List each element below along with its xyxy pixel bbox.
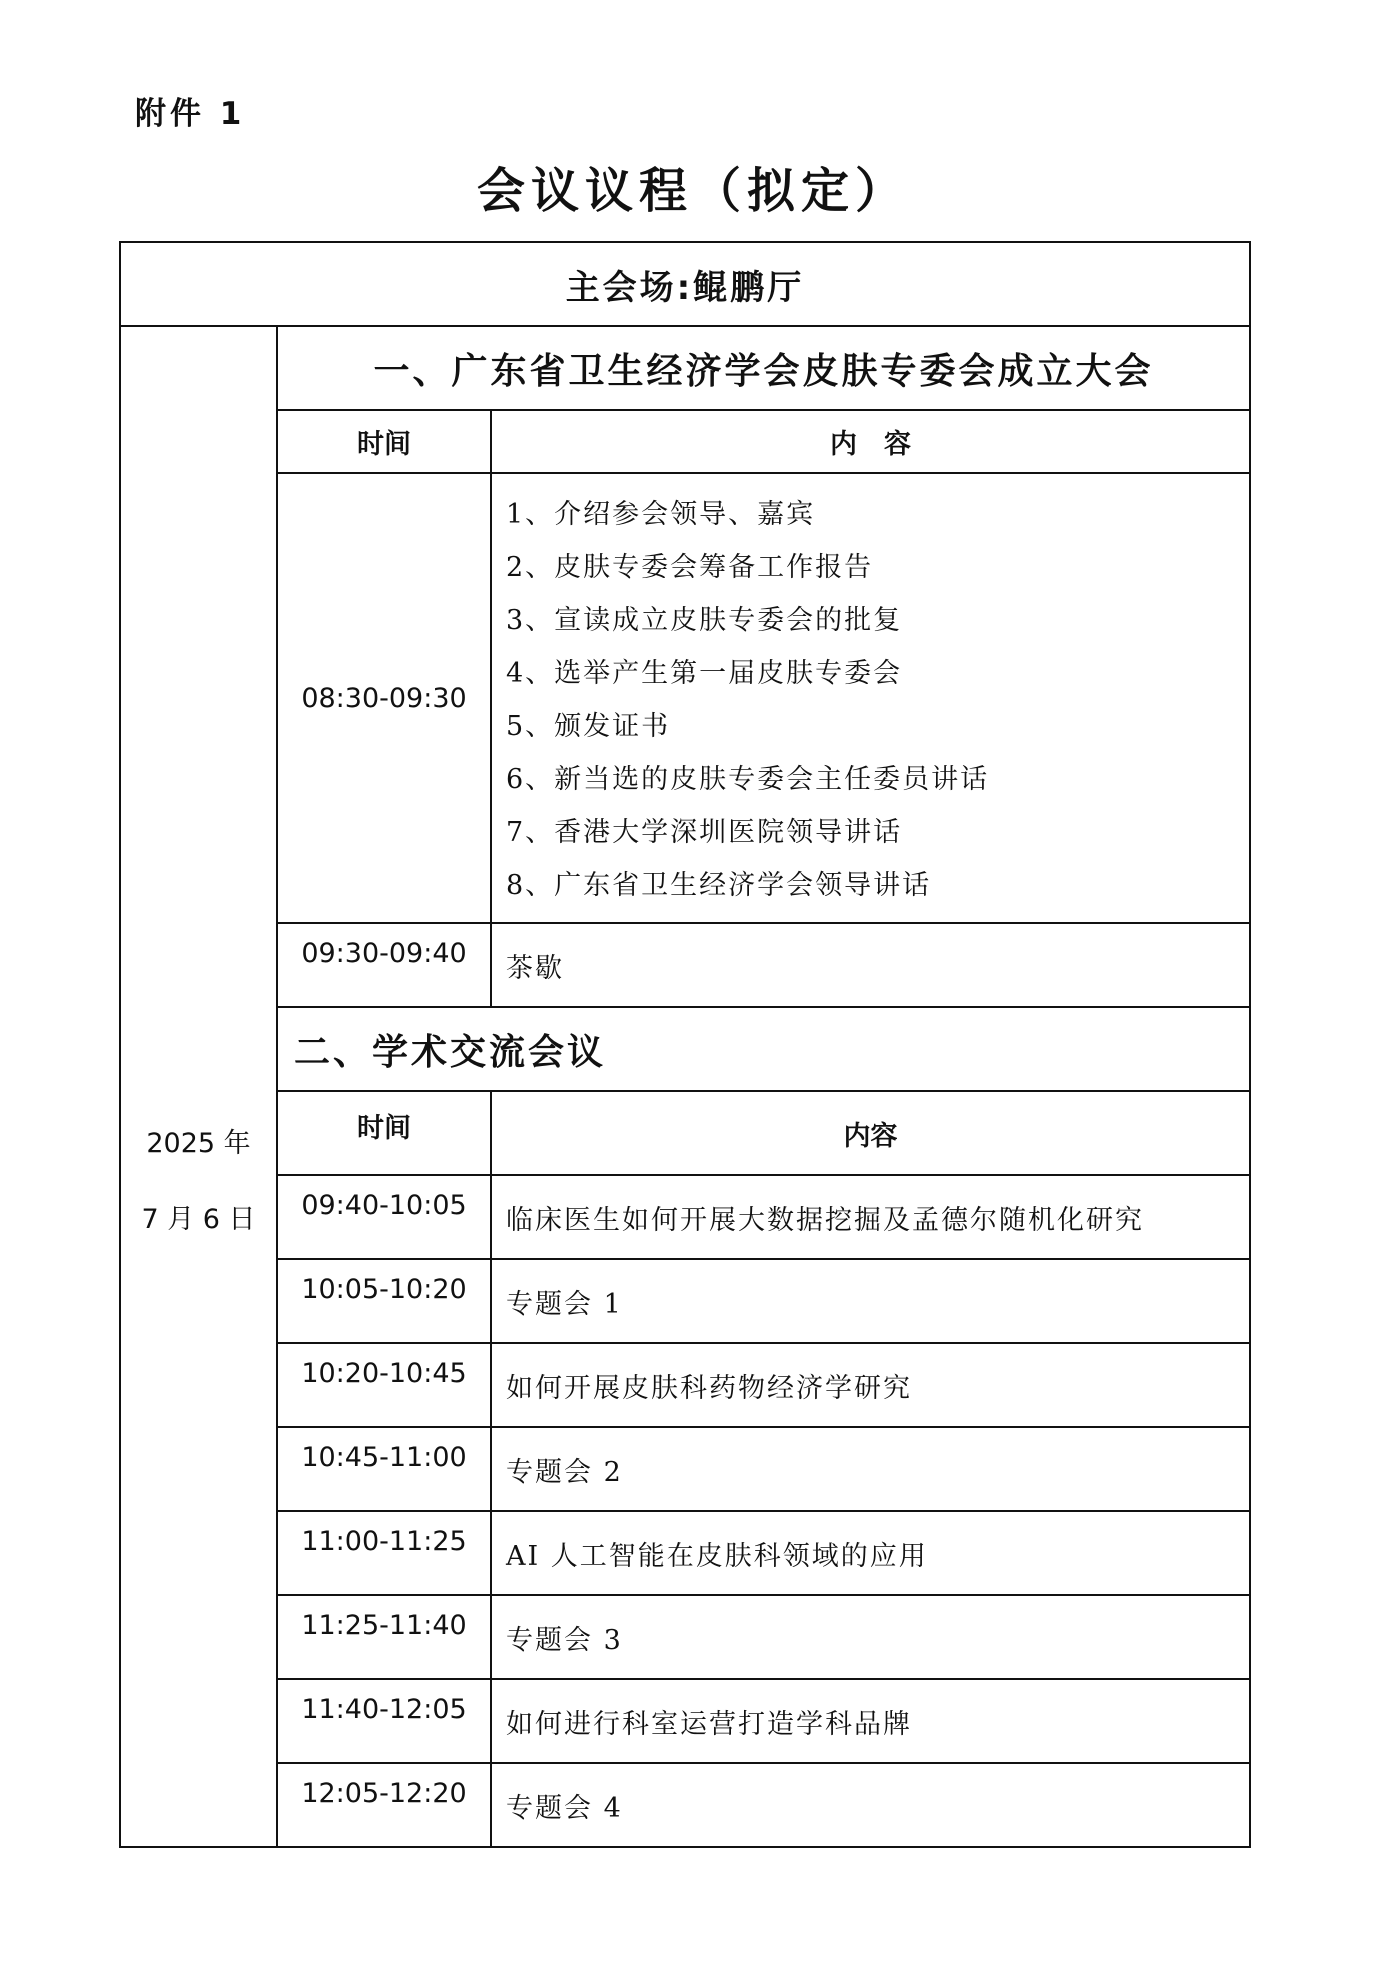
list-item: 6、新当选的皮肤专委会主任委员讲话 (506, 764, 990, 795)
section2-heading-row (120, 1007, 1250, 1091)
list-item: 4、选举产生第一届皮肤专委会 (506, 658, 903, 689)
list-item: 1、介绍参会领导、嘉宾 (506, 499, 816, 530)
list-item: 2、皮肤专委会筹备工作报告 (506, 552, 874, 583)
row-time: 09:40-10:05 (277, 1175, 491, 1259)
venue-row (120, 242, 1250, 326)
row-time: 08:30-09:30 (277, 473, 491, 923)
row-content: 专题会 3 (491, 1595, 1250, 1679)
row-time: 11:40-12:05 (277, 1679, 491, 1763)
section1-content-header: 内 容 (491, 410, 1250, 473)
section2-column-header (120, 1091, 1250, 1175)
ceremony-items-list (491, 473, 1250, 923)
row-content: 如何进行科室运营打造学科品牌 (491, 1679, 1250, 1763)
row-content: 临床医生如何开展大数据挖掘及孟德尔随机化研究 (491, 1175, 1250, 1259)
row-content: 专题会 1 (491, 1259, 1250, 1343)
table-row (120, 1679, 1250, 1763)
row-time: 10:20-10:45 (277, 1343, 491, 1427)
row-content: 如何开展皮肤科药物经济学研究 (491, 1343, 1250, 1427)
section1-title: 一、广东省卫生经济学会皮肤专委会成立大会 (277, 326, 1250, 410)
row-content: AI 人工智能在皮肤科领域的应用 (491, 1511, 1250, 1595)
table-row (120, 1343, 1250, 1427)
table-row (120, 1259, 1250, 1343)
row-time: 11:00-11:25 (277, 1511, 491, 1595)
document-title: 会议议程（拟定） (476, 163, 909, 219)
table-row (120, 1511, 1250, 1595)
list-item: 7、香港大学深圳医院领导讲话 (506, 817, 903, 848)
row-content: 茶歇 (491, 923, 1250, 1007)
table-row (120, 473, 1250, 923)
section1-time-header: 时间 (277, 410, 491, 473)
section2-title: 二、学术交流会议 (277, 1007, 1250, 1091)
row-time: 11:25-11:40 (277, 1595, 491, 1679)
row-content: 专题会 2 (491, 1427, 1250, 1511)
row-time: 12:05-12:20 (277, 1763, 491, 1847)
list-item: 8、广东省卫生经济学会领导讲话 (506, 870, 932, 901)
list-item: 3、宣读成立皮肤专委会的批复 (506, 605, 903, 636)
row-time: 10:05-10:20 (277, 1259, 491, 1343)
table-row (120, 923, 1250, 1007)
table-row (120, 1595, 1250, 1679)
date-cell (120, 326, 277, 1847)
section2-content-header: 内容 (491, 1091, 1250, 1175)
date-year: 2025 年 (146, 1127, 251, 1159)
section1-column-header (120, 410, 1250, 473)
table-row (120, 1175, 1250, 1259)
row-time: 09:30-09:40 (277, 923, 491, 1007)
section1-heading-row (120, 326, 1250, 410)
list-item: 5、颁发证书 (506, 711, 671, 742)
attachment-label: 附件 1 (135, 96, 246, 132)
table-row (120, 1427, 1250, 1511)
row-time: 10:45-11:00 (277, 1427, 491, 1511)
section2-time-header: 时间 (277, 1091, 491, 1175)
agenda-table (119, 241, 1251, 1848)
date-month-day: 7 月 6 日 (141, 1203, 256, 1235)
venue-heading: 主会场:鲲鹏厅 (120, 242, 1250, 326)
table-row (120, 1763, 1250, 1847)
row-content: 专题会 4 (491, 1763, 1250, 1847)
